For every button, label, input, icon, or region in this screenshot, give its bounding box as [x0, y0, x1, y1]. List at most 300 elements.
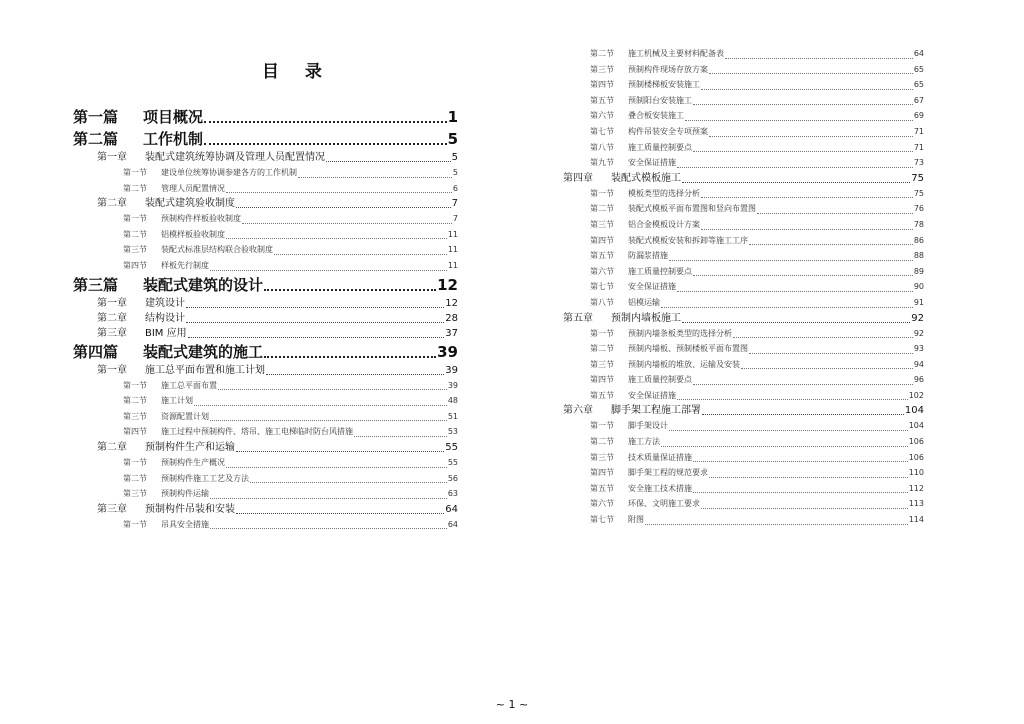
- toc-section-entry[interactable]: [73, 409, 458, 425]
- toc-entry-title: [123, 242, 273, 258]
- toc-entry-title: [97, 150, 325, 165]
- toc-entry-number: 第二节: [123, 183, 147, 193]
- toc-dot-leader: [218, 389, 447, 390]
- toc-entry-label: 安全保证措施: [628, 158, 676, 168]
- toc-dot-leader: [186, 307, 444, 308]
- toc-entry-number: 第一节: [123, 214, 147, 224]
- toc-dot-leader: [354, 436, 447, 437]
- toc-section-entry[interactable]: [73, 181, 458, 197]
- toc-entry-label: 技术质量保证措施: [628, 452, 692, 462]
- toc-entry-label: BIM 应用: [145, 327, 187, 339]
- toc-entry-title: [590, 155, 676, 171]
- toc-section-entry[interactable]: [563, 248, 924, 264]
- toc-dot-leader: [693, 384, 913, 385]
- toc-entry-label: 工作机制: [143, 130, 204, 148]
- toc-entry-number: 第四节: [123, 427, 147, 437]
- toc-dot-leader: [204, 143, 447, 145]
- toc-page-number: 86: [913, 235, 924, 245]
- toc-page-number: 63: [447, 489, 458, 499]
- toc-entry-number: 第三节: [590, 64, 614, 74]
- toc-page-number: 96: [913, 375, 924, 385]
- toc-entry-number: 第五节: [590, 95, 614, 105]
- toc-entry-number: 第五章: [563, 312, 593, 324]
- toc-entry-label: 预制构件运输: [161, 489, 209, 499]
- toc-entry-number: 第二节: [123, 396, 147, 406]
- toc-dot-leader: [236, 451, 444, 452]
- toc-entry-title: [123, 258, 209, 274]
- toc-page-number: 91: [913, 297, 924, 307]
- toc-entry-title: [590, 201, 756, 217]
- toc-entry-title: [590, 418, 668, 434]
- toc-entry-title: [590, 140, 692, 156]
- toc-entry-title: [123, 227, 225, 243]
- toc-entry-number: 第四节: [590, 80, 614, 90]
- toc-entry-number: 第四节: [123, 260, 147, 270]
- toc-dot-leader: [682, 322, 910, 323]
- toc-entry-label: 预制构件施工工艺及方法: [161, 473, 249, 483]
- toc-chapter-entry[interactable]: [73, 440, 458, 455]
- toc-dot-leader: [701, 89, 913, 90]
- toc-section-entry[interactable]: [563, 496, 924, 512]
- toc-dot-leader: [709, 136, 913, 137]
- toc-entry-label: 预制构件生产概况: [161, 457, 225, 467]
- toc-page-number: 71: [913, 142, 924, 152]
- toc-section-entry[interactable]: [563, 46, 924, 62]
- toc-dot-leader: [677, 399, 908, 400]
- toc-page-number: 5: [452, 168, 458, 177]
- toc-entry-title: [590, 186, 700, 202]
- toc-entry-title: [590, 295, 660, 311]
- toc-entry-label: 结构设计: [145, 312, 185, 324]
- toc-entry-title: [590, 233, 748, 249]
- toc-entry-number: 第二节: [123, 229, 147, 239]
- toc-entry-title: [123, 517, 209, 533]
- toc-title: 目 录: [262, 62, 332, 82]
- toc-entry-label: 脚手架设计: [628, 421, 668, 431]
- toc-dot-leader: [733, 337, 913, 338]
- toc-page-number: 65: [913, 80, 924, 90]
- toc-entry-title: [590, 512, 644, 528]
- page-number: ~ 1 ~: [495, 698, 529, 711]
- toc-entry-title: [73, 341, 263, 363]
- toc-dot-leader: [702, 414, 904, 415]
- toc-entry-number: 第三节: [123, 489, 147, 499]
- toc-entry-title: [97, 440, 235, 455]
- toc-section-entry[interactable]: [563, 295, 924, 311]
- toc-dot-leader: [274, 254, 447, 255]
- toc-page-number: 39: [445, 364, 458, 376]
- toc-chapter-entry[interactable]: [73, 196, 458, 211]
- toc-page-number: 64: [445, 503, 458, 515]
- toc-entry-number: 第四节: [590, 375, 614, 385]
- toc-entry-number: 第三篇: [73, 275, 119, 294]
- toc-page-number: 11: [447, 245, 458, 255]
- toc-entry-label: 施工机械及主要材料配备表: [628, 49, 724, 58]
- toc-entry-title: [123, 424, 353, 440]
- toc-page-number: 7: [451, 198, 458, 210]
- toc-part-entry[interactable]: [73, 341, 458, 363]
- toc-page-number: 94: [913, 359, 924, 369]
- toc-section-entry[interactable]: [563, 326, 924, 342]
- toc-part-entry[interactable]: [73, 106, 458, 128]
- toc-chapter-entry[interactable]: [73, 363, 458, 378]
- toc-dot-leader: [661, 446, 908, 447]
- toc-section-entry[interactable]: [563, 465, 924, 481]
- toc-entry-title: [590, 341, 748, 357]
- toc-section-entry[interactable]: [563, 62, 924, 78]
- toc-dot-leader: [669, 430, 908, 431]
- toc-entry-label: 铝模样板验收制度: [161, 229, 225, 239]
- toc-entry-number: 第六章: [563, 405, 593, 417]
- toc-page-number: 55: [445, 441, 458, 453]
- toc-entry-number: 第七节: [590, 282, 614, 292]
- toc-entry-label: 安全保证措施: [628, 282, 676, 292]
- toc-entry-label: 预制内墙板、预制楼板平面布置图: [628, 344, 748, 354]
- toc-chapter-entry[interactable]: [73, 311, 458, 326]
- toc-entry-label: 装配式模板安装和拆卸等施工工序: [628, 235, 748, 245]
- toc-entry-title: [563, 311, 681, 326]
- toc-section-entry[interactable]: [73, 455, 458, 471]
- toc-page-number: 1: [447, 108, 458, 126]
- toc-entry-label: 铝合金模板设计方案: [628, 219, 700, 229]
- toc-entry-number: 第一节: [123, 380, 147, 390]
- toc-dot-leader: [236, 513, 444, 514]
- toc-page-number: 88: [913, 251, 924, 261]
- toc-entry-label: 脚手架工程的规范要求: [628, 468, 708, 478]
- toc-part-entry[interactable]: [73, 128, 458, 150]
- toc-page-number: 92: [913, 328, 924, 338]
- toc-entry-title: [590, 77, 700, 93]
- toc-entry-label: 预制构件现场存放方案: [628, 64, 708, 74]
- toc-section-entry[interactable]: [563, 77, 924, 93]
- toc-entry-title: [123, 393, 193, 409]
- toc-entry-label: 预制构件生产和运输: [145, 441, 235, 453]
- toc-section-entry[interactable]: [73, 517, 458, 533]
- toc-dot-leader: [701, 508, 908, 509]
- toc-page-number: 90: [913, 282, 924, 292]
- toc-chapter-entry[interactable]: [73, 296, 458, 311]
- toc-entry-title: [590, 93, 692, 109]
- toc-entry-title: [590, 108, 684, 124]
- toc-dot-leader: [757, 213, 913, 214]
- toc-entry-label: 叠合板安装施工: [628, 111, 684, 121]
- toc-entry-label: 脚手架工程施工部署: [611, 405, 701, 417]
- toc-section-entry[interactable]: [73, 242, 458, 258]
- toc-section-entry[interactable]: [563, 186, 924, 202]
- toc-section-entry[interactable]: [563, 93, 924, 109]
- toc-page-number: 102: [908, 390, 924, 400]
- toc-page-number: 6: [452, 183, 458, 193]
- toc-section-entry[interactable]: [563, 124, 924, 140]
- toc-page-number: 67: [913, 95, 924, 105]
- toc-chapter-entry[interactable]: [73, 150, 458, 165]
- toc-entry-number: 第三章: [97, 503, 127, 515]
- toc-section-entry[interactable]: [73, 227, 458, 243]
- toc-entry-number: 第三节: [123, 411, 147, 421]
- toc-section-entry[interactable]: [73, 378, 458, 394]
- toc-section-entry[interactable]: [563, 481, 924, 497]
- toc-entry-title: [590, 62, 708, 78]
- toc-chapter-entry[interactable]: [563, 311, 924, 326]
- toc-entry-number: 第一节: [590, 328, 614, 338]
- toc-entry-label: 施工总平面布置: [161, 380, 217, 390]
- toc-entry-number: 第五节: [590, 390, 614, 400]
- toc-dot-leader: [645, 524, 908, 525]
- toc-entry-title: [97, 196, 235, 211]
- toc-page-number: 5: [451, 152, 458, 163]
- toc-column-right: [563, 46, 924, 528]
- toc-entry-label: 安全保证措施: [628, 390, 676, 400]
- toc-dot-leader: [693, 104, 913, 105]
- toc-entry-label: 施工质量控制要点: [628, 375, 692, 385]
- toc-dot-leader: [266, 374, 444, 375]
- toc-section-entry[interactable]: [563, 418, 924, 434]
- toc-page-number: 73: [913, 158, 924, 168]
- toc-page-number: 92: [911, 312, 924, 324]
- toc-entry-number: 第二章: [97, 312, 127, 324]
- toc-entry-number: 第四篇: [73, 342, 119, 361]
- toc-entry-title: [123, 486, 209, 502]
- toc-entry-number: 第一节: [590, 188, 614, 198]
- toc-dot-leader: [741, 368, 913, 369]
- toc-page-number: 75: [913, 188, 924, 198]
- toc-entry-number: 第一篇: [73, 108, 119, 126]
- toc-chapter-entry[interactable]: [563, 403, 924, 418]
- toc-dot-leader: [210, 498, 447, 499]
- toc-entry-title: [123, 211, 241, 227]
- toc-page-number: 53: [447, 427, 458, 437]
- toc-page-number: 114: [908, 515, 924, 525]
- toc-dot-leader: [186, 322, 444, 323]
- toc-entry-label: 安全施工技术措施: [628, 483, 692, 493]
- toc-entry-label: 装配式建筑的设计: [143, 275, 264, 294]
- toc-page-number: 106: [908, 452, 924, 462]
- toc-entry-number: 第七节: [590, 126, 614, 136]
- toc-entry-number: 第二节: [590, 49, 614, 58]
- toc-entry-number: 第一节: [123, 168, 147, 177]
- toc-section-entry[interactable]: [73, 165, 458, 181]
- toc-entry-title: [590, 496, 700, 512]
- toc-entry-title: [590, 481, 692, 497]
- toc-section-entry[interactable]: [563, 512, 924, 528]
- toc-section-entry[interactable]: [563, 434, 924, 450]
- toc-entry-label: 预制内墙板施工: [611, 312, 681, 324]
- toc-entry-title: [97, 311, 185, 326]
- toc-dot-leader: [226, 238, 447, 239]
- toc-page-number: 71: [913, 126, 924, 136]
- toc-page-number: 112: [908, 483, 924, 493]
- toc-entry-title: [123, 409, 209, 425]
- toc-dot-leader: [210, 270, 447, 271]
- toc-page-number: 69: [913, 111, 924, 121]
- toc-entry-number: 第五节: [590, 483, 614, 493]
- toc-entry-number: 第四节: [590, 235, 614, 245]
- toc-page-number: 28: [445, 312, 458, 324]
- toc-entry-title: [123, 181, 225, 197]
- toc-entry-number: 第一节: [123, 457, 147, 467]
- toc-page-number: 48: [447, 396, 458, 406]
- toc-section-entry[interactable]: [73, 486, 458, 502]
- toc-entry-title: [123, 471, 249, 487]
- toc-entry-label: 装配式标准层结构联合验收制度: [161, 245, 273, 255]
- toc-entry-title: [73, 274, 263, 296]
- toc-entry-title: [590, 124, 708, 140]
- toc-page-number: 64: [913, 49, 924, 58]
- toc-page-number: 65: [913, 64, 924, 74]
- toc-page-number: 89: [913, 266, 924, 276]
- toc-entry-title: [563, 171, 681, 186]
- toc-section-entry[interactable]: [73, 393, 458, 409]
- toc-page-number: 5: [447, 130, 458, 148]
- toc-dot-leader: [210, 420, 447, 421]
- toc-chapter-entry[interactable]: [73, 502, 458, 517]
- toc-entry-label: 预制构件样板验收制度: [161, 214, 241, 224]
- toc-dot-leader: [669, 260, 913, 261]
- toc-dot-leader: [677, 291, 913, 292]
- toc-entry-label: 建设单位统筹协调参建各方的工作机制: [161, 168, 297, 177]
- toc-page-number: 37: [445, 327, 458, 339]
- toc-entry-label: 模板类型的选择分析: [628, 188, 700, 198]
- toc-section-entry[interactable]: [563, 450, 924, 466]
- toc-entry-label: 预制构件吊装和安装: [145, 503, 235, 515]
- toc-entry-label: 预制内墙板的堆放、运输及安装: [628, 359, 740, 369]
- toc-section-entry[interactable]: [563, 140, 924, 156]
- toc-page-number: 11: [447, 260, 458, 270]
- toc-dot-leader: [210, 528, 447, 529]
- toc-dot-leader: [326, 161, 451, 162]
- toc-part-entry[interactable]: [73, 274, 458, 296]
- toc-section-entry[interactable]: [73, 211, 458, 227]
- toc-entry-label: 预制内墙条板类型的选择分析: [628, 328, 732, 338]
- toc-dot-leader: [725, 58, 913, 59]
- toc-entry-title: [590, 217, 700, 233]
- toc-entry-title: [590, 434, 660, 450]
- toc-dot-leader: [685, 120, 913, 121]
- toc-dot-leader: [709, 73, 913, 74]
- toc-chapter-entry[interactable]: [73, 326, 458, 341]
- toc-entry-label: 构件吊装安全专项预案: [628, 126, 708, 136]
- toc-section-entry[interactable]: [563, 341, 924, 357]
- toc-entry-title: [590, 326, 732, 342]
- toc-section-entry[interactable]: [563, 155, 924, 171]
- toc-page-number: 113: [908, 499, 924, 509]
- toc-entry-label: 项目概况: [143, 108, 204, 126]
- toc-entry-label: 资源配置计划: [161, 411, 209, 421]
- toc-entry-label: 施工计划: [161, 396, 193, 406]
- toc-dot-leader: [701, 229, 913, 230]
- toc-entry-number: 第三节: [123, 245, 147, 255]
- toc-section-entry[interactable]: [563, 388, 924, 404]
- toc-dot-leader: [682, 182, 910, 183]
- toc-entry-number: 第一章: [97, 152, 127, 163]
- toc-dot-leader: [709, 477, 908, 478]
- toc-page-number: 76: [913, 204, 924, 214]
- toc-dot-leader: [264, 289, 436, 291]
- toc-entry-number: 第三章: [97, 327, 127, 339]
- toc-section-entry[interactable]: [563, 372, 924, 388]
- toc-entry-number: 第七节: [590, 515, 614, 525]
- toc-dot-leader: [250, 482, 447, 483]
- toc-entry-title: [590, 248, 668, 264]
- toc-dot-leader: [693, 461, 908, 462]
- toc-entry-number: 第一节: [123, 519, 147, 529]
- toc-entry-title: [73, 128, 203, 150]
- toc-entry-number: 第二节: [590, 437, 614, 447]
- toc-entry-label: 防漏浆措施: [628, 251, 668, 261]
- toc-section-entry[interactable]: [73, 424, 458, 440]
- toc-page-number: 78: [913, 219, 924, 229]
- toc-entry-label: 装配式模板施工: [611, 172, 681, 184]
- toc-column-left: [73, 106, 458, 532]
- toc-dot-leader: [677, 167, 913, 168]
- toc-entry-number: 第一节: [590, 421, 614, 431]
- toc-section-entry[interactable]: [563, 279, 924, 295]
- toc-dot-leader: [749, 244, 913, 245]
- toc-dot-leader: [701, 197, 913, 198]
- toc-entry-title: [97, 502, 235, 517]
- toc-section-entry[interactable]: [73, 471, 458, 487]
- toc-page-number: 12: [437, 275, 458, 294]
- toc-entry-label: 样板先行制度: [161, 260, 209, 270]
- toc-page-number: 110: [908, 468, 924, 478]
- toc-entry-number: 第一章: [97, 364, 127, 376]
- toc-entry-number: 第二章: [97, 441, 127, 453]
- toc-page-number: 7: [452, 214, 458, 224]
- toc-entry-number: 第二节: [590, 204, 614, 214]
- toc-dot-leader: [194, 405, 447, 406]
- toc-entry-label: 装配式模板平面布置图和竖向布置图: [628, 204, 756, 214]
- toc-entry-title: [97, 363, 265, 378]
- toc-entry-number: 第八节: [590, 297, 614, 307]
- toc-dot-leader: [264, 356, 436, 358]
- toc-entry-label: 环保、文明施工要求: [628, 499, 700, 509]
- toc-entry-title: [590, 357, 740, 373]
- toc-section-entry[interactable]: [563, 264, 924, 280]
- toc-section-entry[interactable]: [563, 201, 924, 217]
- toc-entry-number: 第六节: [590, 499, 614, 509]
- toc-entry-title: [590, 465, 708, 481]
- toc-entry-label: 吊具安全措施: [161, 519, 209, 529]
- toc-entry-number: 第二篇: [73, 130, 119, 148]
- toc-section-entry[interactable]: [73, 258, 458, 274]
- toc-entry-label: 装配式建筑统筹协调及管理人员配置情况: [145, 152, 325, 163]
- toc-entry-label: 施工总平面布置和施工计划: [145, 364, 265, 376]
- toc-dot-leader: [749, 353, 913, 354]
- toc-entry-title: [590, 372, 692, 388]
- toc-entry-number: 第六节: [590, 266, 614, 276]
- toc-entry-number: 第九节: [590, 158, 614, 168]
- toc-section-entry[interactable]: [563, 217, 924, 233]
- toc-entry-number: 第三节: [590, 219, 614, 229]
- toc-dot-leader: [226, 467, 447, 468]
- toc-entry-number: 第四节: [590, 468, 614, 478]
- toc-section-entry[interactable]: [563, 357, 924, 373]
- toc-entry-title: [590, 46, 724, 62]
- toc-dot-leader: [298, 177, 452, 178]
- toc-entry-title: [97, 326, 187, 341]
- toc-entry-label: 施工质量控制要点: [628, 142, 692, 152]
- toc-page-number: 51: [447, 411, 458, 421]
- toc-page-number: 11: [447, 229, 458, 239]
- toc-entry-label: 装配式建筑的施工: [143, 342, 264, 361]
- toc-page-number: 55: [447, 457, 458, 467]
- toc-chapter-entry[interactable]: [563, 171, 924, 186]
- toc-section-entry[interactable]: [563, 108, 924, 124]
- toc-section-entry[interactable]: [563, 233, 924, 249]
- toc-entry-number: 第二章: [97, 198, 127, 210]
- toc-page-number: 12: [445, 297, 458, 309]
- toc-entry-label: 建筑设计: [145, 297, 185, 309]
